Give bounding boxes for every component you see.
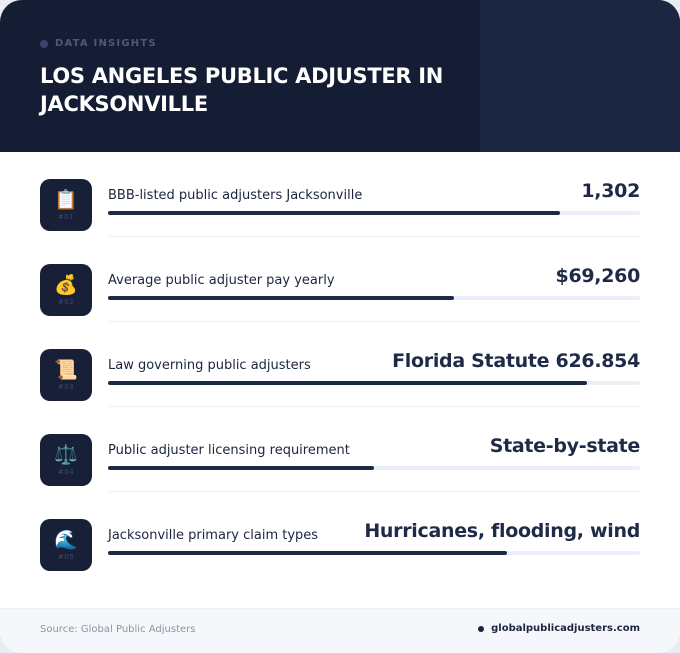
scales-icon: ⚖️ [54,443,78,466]
stat-label: BBB-listed public adjusters Jacksonville [108,188,363,203]
stat-number: #03 [57,382,75,391]
eyebrow [40,38,157,49]
progress-track [108,551,640,555]
stat-value: State-by-state [489,435,640,457]
stat-row-3 [0,322,680,407]
source-credit: Source: Global Public Adjusters [40,624,196,635]
progress-track [108,466,640,470]
stat-number: #04 [57,467,75,476]
progress-fill [108,551,507,555]
clipboard-icon: 📋 [54,188,78,211]
stat-label: Average public adjuster pay yearly [108,273,335,288]
progress-fill [108,466,374,470]
stat-row-2 [0,237,680,322]
card-header [0,0,680,152]
progress-track [108,211,640,215]
site-url[interactable]: globalpublicadjusters.com [491,623,640,634]
progress-fill [108,296,454,300]
stat-value: Hurricanes, flooding, wind [364,520,640,542]
stat-number: #05 [57,552,75,561]
stat-row-5 [0,492,680,577]
stat-number: #02 [57,297,75,306]
stat-tile [40,434,92,486]
progress-track [108,381,640,385]
stat-label: Jacksonville primary claim types [108,528,319,543]
eyebrow-dot-icon [40,40,48,48]
bullet-icon [478,626,484,632]
scroll-icon: 📜 [54,358,78,381]
stat-tile [40,179,92,231]
stat-label: Law governing public adjusters [108,358,311,373]
stat-number: #01 [57,212,75,221]
eyebrow-label: DATA INSIGHTS [55,38,157,49]
money-bag-icon: 💰 [54,273,78,296]
progress-fill [108,211,560,215]
card-footer [0,608,680,653]
stat-label: Public adjuster licensing requirement [108,443,350,458]
wave-icon: 🌊 [54,528,78,551]
stat-tile [40,349,92,401]
stat-value: 1,302 [581,180,640,202]
progress-fill [108,381,587,385]
stat-tile [40,519,92,571]
page-title: LOS ANGELES PUBLIC ADJUSTER IN JACKSONVILLE [40,64,444,116]
stat-row-1 [0,152,680,237]
site-link[interactable] [478,623,640,634]
stat-value: $69,260 [555,265,640,287]
progress-track [108,296,640,300]
stat-list [0,152,680,577]
stat-tile [40,264,92,316]
stat-row-4 [0,407,680,492]
stat-value: Florida Statute 626.854 [392,350,640,372]
